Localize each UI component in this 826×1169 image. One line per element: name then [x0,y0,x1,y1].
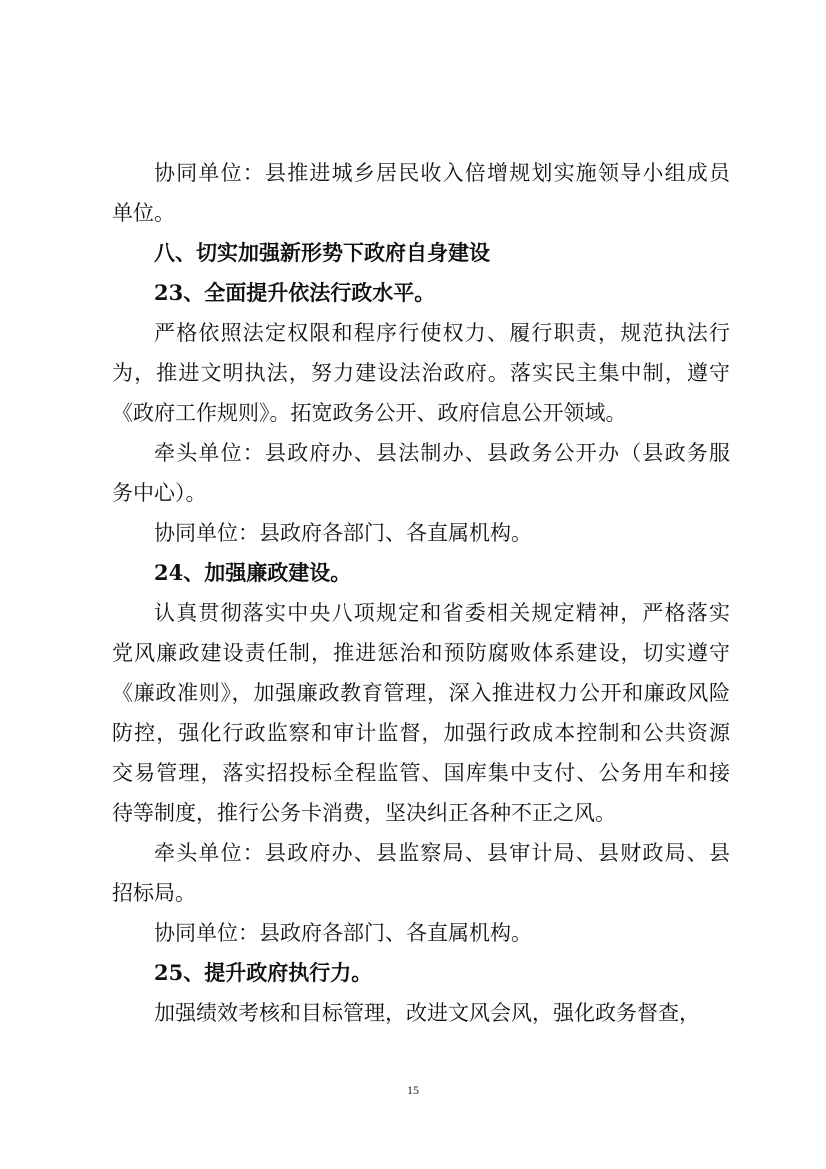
page-number: 15 [407,1083,419,1097]
paragraph-line: 认真贯彻落实中央八项规定和省委相关规定精神，严格落实 [154,601,730,625]
paragraph-line: 单位。 [112,201,175,225]
paragraph-line: 《廉政准则》，加强廉政教育管理，深入推进权力公开和廉政风险 [112,681,730,705]
paragraph-line: 牵头单位：县政府办、县法制办、县政务公开办（县政务服 [154,441,730,465]
document-body [112,153,730,1033]
paragraph-line: 牵头单位：县政府办、县监察局、县审计局、县财政局、县 [154,841,730,865]
section-heading: 23、全面提升依法行政水平。 [154,280,436,305]
section-heading: 25、提升政府执行力。 [154,960,373,985]
section-heading: 八、切实加强新形势下政府自身建设 [154,240,490,265]
paragraph-line: 加强绩效考核和目标管理，改进文风会风，强化政务督查， [154,1001,700,1025]
paragraph-line: 党风廉政建设责任制，推进惩治和预防腐败体系建设，切实遵守 [112,641,730,665]
paragraph-line: 交易管理，落实招投标全程监管、国库集中支付、公务用车和接 [112,761,730,785]
paragraph-line: 严格依照法定权限和程序行使权力、履行职责，规范执法行 [154,321,730,345]
paragraph-line: 协同单位：县政府各部门、各直属机构。 [154,521,532,545]
paragraph-line: 《政府工作规则》。拓宽政务公开、政府信息公开领域。 [112,401,627,425]
paragraph-line: 协同单位：县推进城乡居民收入倍增规划实施领导小组成员 [154,161,730,185]
paragraph-line: 务中心）。 [112,481,207,505]
paragraph-line: 防控，强化行政监察和审计监督，加强行政成本控制和公共资源 [112,721,730,745]
paragraph-line: 待等制度，推行公务卡消费，坚决纠正各种不正之风。 [112,801,616,825]
section-heading: 24、加强廉政建设。 [154,560,352,585]
paragraph-line: 协同单位：县政府各部门、各直属机构。 [154,921,532,945]
paragraph-line: 招标局。 [112,881,196,905]
paragraph-line: 为，推进文明执法，努力建设法治政府。落实民主集中制，遵守 [112,361,730,385]
